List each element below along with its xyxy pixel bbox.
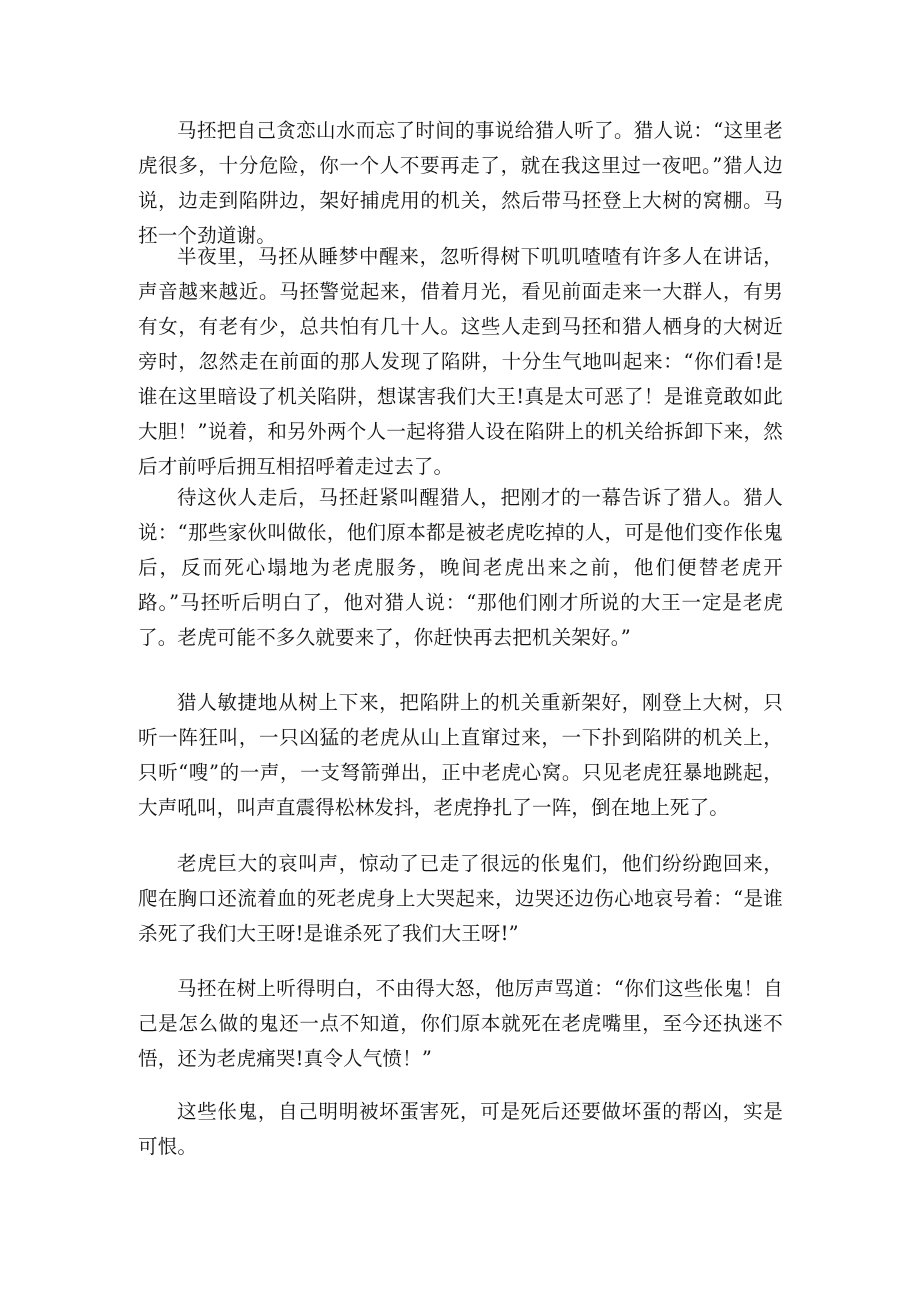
paragraph-1: 马抷把自己贪恋山水而忘了时间的事说给猎人听了。猎人说：“这里老虎很多，十分危险，你一个人不要再走了，就在我这里过一夜吧。”猎人边说，边走到陷阱边，架好捕虎用的机关，然后带马抷登上大树的窝棚。马抷一个劲道谢。 bbox=[138, 119, 783, 247]
paragraph-7: 这些伥鬼，自己明明被坏蛋害死，可是死后还要做坏蛋的帮凶，实是可恨。 bbox=[138, 1100, 783, 1158]
paragraph-5: 老虎巨大的哀叫声，惊动了已走了很远的伥鬼们，他们纷纷跑回来，爬在胸口还流着血的死老虎身上大哭起来，边哭还边伤心地哀号着：“是谁杀死了我们大王呀!是谁杀死了我们大王呀!” bbox=[138, 852, 783, 945]
paragraph-6: 马抷在树上听得明白，不由得大怒，他厉声骂道：“你们这些伥鬼！自己是怎么做的鬼还一点不知道，你们原本就死在老虎嘴里，至今还执迷不悟，还为老虎痛哭!真令人气愤！” bbox=[138, 977, 783, 1070]
paragraph-3: 待这伙人走后，马抷赶紧叫醒猎人，把刚才的一幕告诉了猎人。猎人说：“那些家伙叫做伥，他们原本都是被老虎吃掉的人，可是他们变作伥鬼后，反而死心塌地为老虎服务，晚间老虎出来之前，他们便替老虎开路。”马抷听后明白了，他对猎人说：“那他们刚才所说的大王一定是老虎了。老虎可能不多久就要来了，你赶快再去把机关架好。” bbox=[138, 486, 783, 649]
paragraph-2: 半夜里，马抷从睡梦中醒来，忽听得树下叽叽喳喳有许多人在讲话，声音越来越近。马抷警觉起来，借着月光，看见前面走来一大群人，有男有女，有老有少，总共怕有几十人。这些人走到马抷和猎人栖身的大树近旁时，忽然走在前面的那人发现了陷阱，十分生气地叫起来：“你们看!是谁在这里暗设了机关陷阱，想谋害我们大王!真是太可恶了！是谁竟敢如此大胆！”说着，和另外两个人一起将猎人设在陷阱上的机关给拆卸下来，然后才前呼后拥互相招呼着走过去了。 bbox=[138, 245, 783, 478]
paragraph-4: 猎人敏捷地从树上下来，把陷阱上的机关重新架好，刚登上大树，只听一阵狂叫，一只凶猛的老虎从山上直窜过来，一下扑到陷阱的机关上，只听“嗖”的一声，一支弩箭弹出，正中老虎心窝。只见老虎狂暴地跳起，大声吼叫，叫声直震得松林发抖，老虎挣扎了一阵，倒在地上死了。 bbox=[138, 691, 783, 819]
